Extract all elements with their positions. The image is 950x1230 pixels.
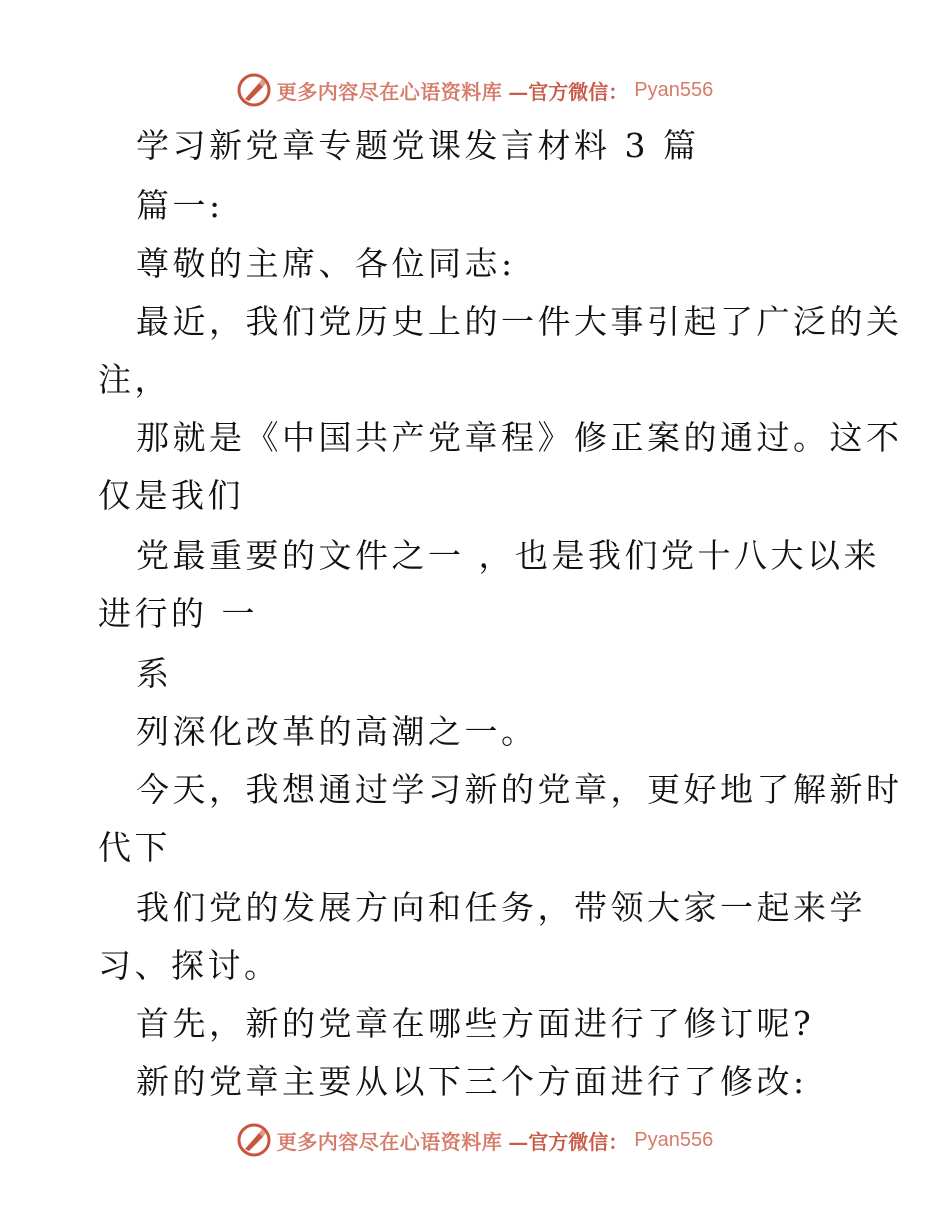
paragraph-line: 今天，我想通过学习新的党章，更好地了解新时 [136, 770, 903, 809]
wechat-id: Pyan556 [634, 1128, 714, 1151]
header-banner [0, 70, 950, 110]
paragraph-line: 仅是我们 [98, 476, 244, 515]
paragraph-line: 习、探讨。 [98, 946, 281, 985]
banner-separator: —官方微信： [508, 79, 629, 104]
pen-logo-icon [237, 1123, 271, 1157]
paragraph-line: 那就是《中国共产党章程》修正案的通过。这不 [136, 418, 903, 457]
wechat-id: Pyan556 [634, 78, 714, 101]
footer-banner [0, 1120, 950, 1160]
banner-text: 更多内容尽在心语资料库 [276, 79, 503, 104]
salutation: 尊敬的主席、各位同志: [136, 244, 516, 283]
paragraph-line: 我们党的发展方向和任务，带领大家一起来学 [136, 888, 866, 927]
banner-separator: —官方微信： [508, 1129, 629, 1154]
paragraph-line: 代下 [98, 828, 171, 867]
paragraph-line: 首先，新的党章在哪些方面进行了修订呢? [136, 1004, 815, 1043]
banner-text: 更多内容尽在心语资料库 [276, 1129, 503, 1154]
paragraph-line: 新的党章主要从以下三个方面进行了修改: [136, 1062, 808, 1101]
paragraph-line: 注， [98, 360, 171, 399]
section-label: 篇一: [136, 186, 224, 225]
paragraph-line: 进行的 一 [98, 594, 258, 633]
paragraph-line: 系 [136, 654, 173, 693]
paragraph-line: 最近，我们党历史上的一件大事引起了广泛的关 [136, 302, 903, 341]
document-title: 学习新党章专题党课发言材料 3 篇 [136, 126, 700, 165]
paragraph-line: 列深化改革的高潮之一。 [136, 712, 538, 751]
pen-logo-icon [237, 73, 271, 107]
paragraph-line: 党最重要的文件之一 ，也是我们党十八大以来 [136, 536, 880, 575]
